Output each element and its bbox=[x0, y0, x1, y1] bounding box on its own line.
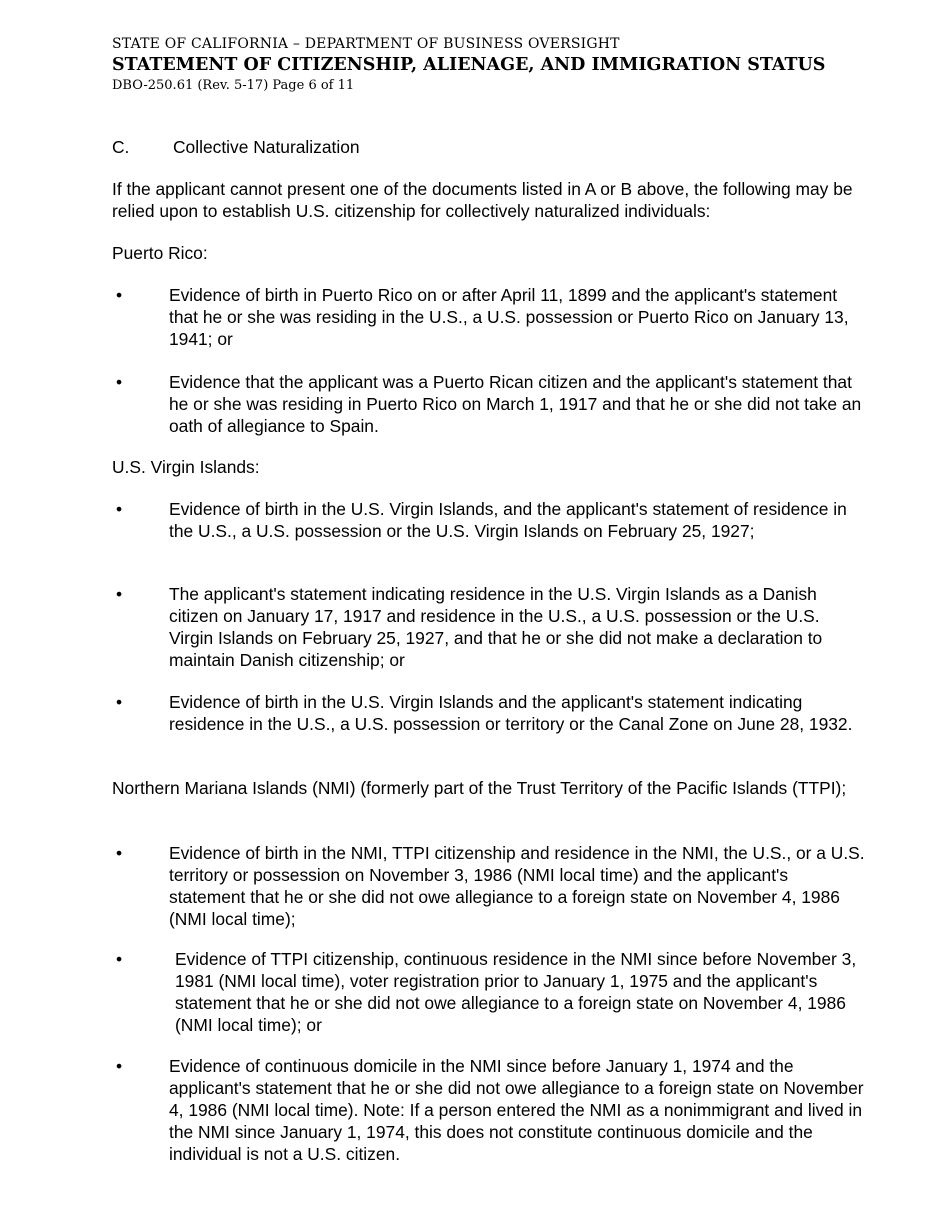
list-item-text: Evidence of birth in Puerto Rico on or after April 11, 1899 and the applicant's statement that he or she was residing in the U.S., a U.S. possession or Puerto Rico on January 13, 1941; or bbox=[169, 285, 849, 349]
bullet-icon: • bbox=[116, 584, 123, 604]
list-item-text: Evidence of birth in the U.S. Virgin Islands, and the applicant's statement of residence in the U.S., a U.S. possession or the U.S. Virgin Islands on February 25, 1927; bbox=[169, 499, 847, 541]
section-title: Collective Naturalization bbox=[173, 137, 360, 157]
list-item-text: Evidence of birth in the NMI, TTPI citizenship and residence in the NMI, the U.S., or a U.S. territory or possession on November 3, 1986 (NMI local time) and the applicant's statement that he or she did not owe allegiance to a foreign state on November 4, 1986 (NMI local time); bbox=[169, 843, 865, 929]
section-heading bbox=[112, 136, 360, 158]
bullet-icon: • bbox=[116, 285, 123, 305]
bullet-icon: • bbox=[116, 372, 123, 392]
list-item-text: Evidence of continuous domicile in the NMI since before January 1, 1974 and the applicant's statement that he or she did not owe allegiance to a foreign state on November 4, 1986 (NMI local time). Note: If a person entered the NMI as a nonimmigrant and lived in the NMI since January 1, 1974, this does not constitute continuous domicile and the individual is not a U.S. citizen. bbox=[169, 1056, 864, 1164]
section-intro: If the applicant cannot present one of the documents listed in A or B above, the following may be relied upon to establish U.S. citizenship for collectively naturalized individuals: bbox=[112, 179, 853, 221]
bullet-icon: • bbox=[116, 843, 123, 863]
list-item-text: Evidence that the applicant was a Puerto Rican citizen and the applicant's statement that he or she was residing in Puerto Rico on March 1, 1917 and that he or she did not take an oath of allegiance to Spain. bbox=[169, 372, 862, 436]
bullet-icon: • bbox=[116, 949, 123, 969]
form-number: DBO-250.61 (Rev. 5-17) Page 6 of 11 bbox=[112, 78, 355, 93]
form-title: STATEMENT OF CITIZENSHIP, ALIENAGE, AND IMMIGRATION STATUS bbox=[112, 55, 826, 75]
bullet-icon: • bbox=[116, 692, 123, 712]
section-letter: C. bbox=[112, 137, 130, 157]
bullet-icon: • bbox=[116, 1056, 123, 1076]
list-item-text: The applicant's statement indicating residence in the U.S. Virgin Islands as a Danish citizen on January 17, 1917 and residence in the U.S., a U.S. possession or the U.S. Virgin Islands on February 25, 1927, and that he or she did not make a declaration to maintain Danish citizenship; or bbox=[169, 584, 823, 670]
group-heading-puerto-rico: Puerto Rico: bbox=[112, 243, 208, 263]
group-heading-nmi: Northern Mariana Islands (NMI) (formerly part of the Trust Territory of the Pacific Islands (TTPI); bbox=[112, 778, 847, 798]
group-heading-virgin-islands: U.S. Virgin Islands: bbox=[112, 457, 260, 477]
agency-header: STATE OF CALIFORNIA – DEPARTMENT OF BUSINESS OVERSIGHT bbox=[112, 36, 620, 52]
list-item-text: Evidence of birth in the U.S. Virgin Islands and the applicant's statement indicating residence in the U.S., a U.S. possession or territory or the Canal Zone on June 28, 1932. bbox=[169, 692, 853, 734]
list-item-text: Evidence of TTPI citizenship, continuous residence in the NMI since before November 3, 1981 (NMI local time), voter registration prior to January 1, 1975 and the applicant's statement that he or she did not owe allegiance to a foreign state on November 4, 1986 (NMI local time); or bbox=[175, 949, 857, 1035]
bullet-icon: • bbox=[116, 499, 123, 519]
